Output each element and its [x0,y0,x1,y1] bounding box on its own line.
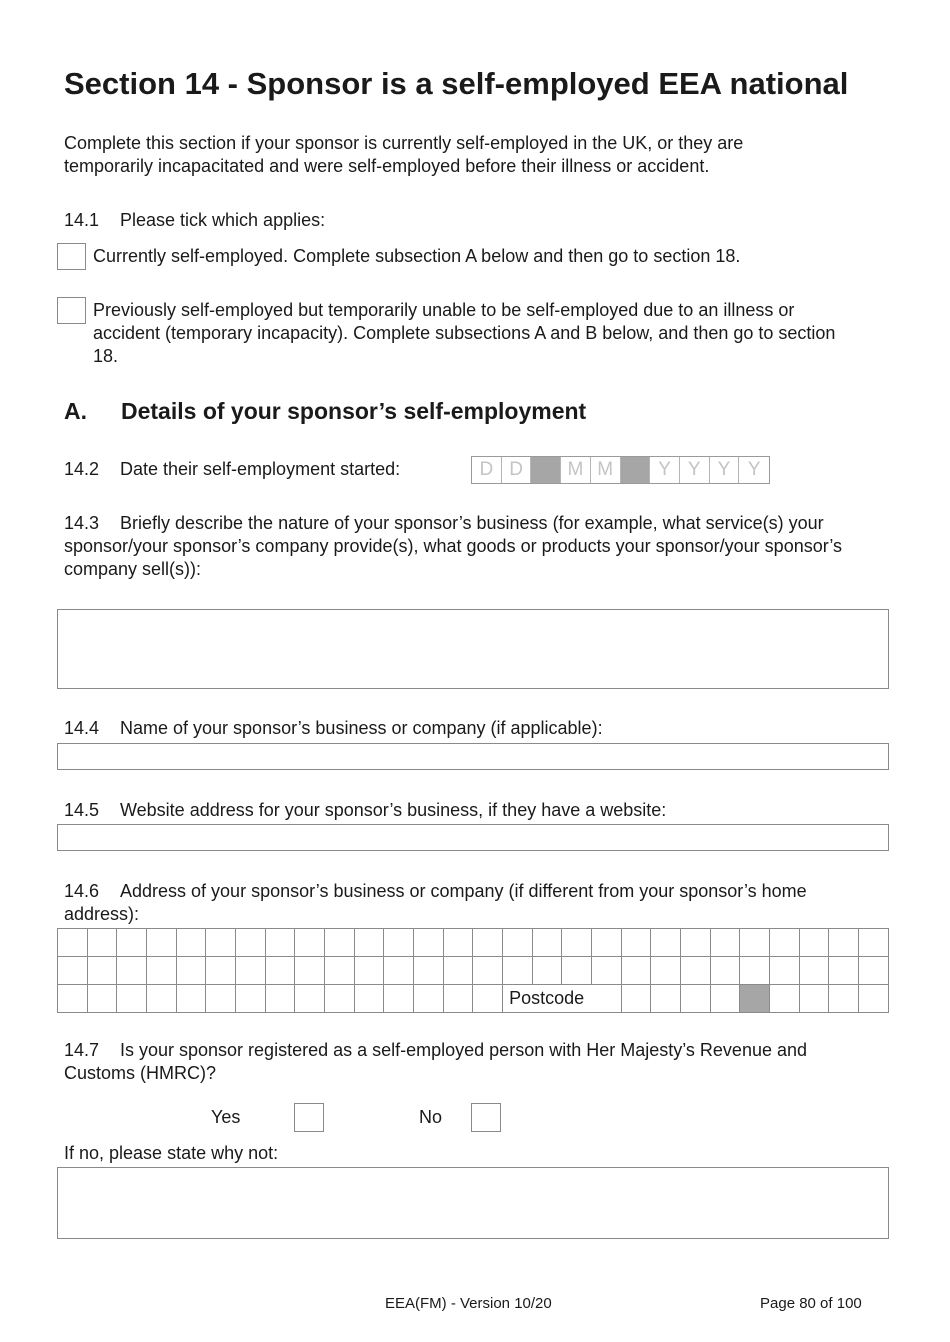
date-day-digit-1[interactable]: D [472,457,502,483]
q14-4-label [64,717,603,740]
postcode-cell[interactable] [859,985,889,1013]
q14-1-number: 14.1 [64,210,100,230]
q14-4-number: 14.4 [64,718,100,738]
postcode-cell[interactable] [799,985,829,1013]
q14-7-number: 14.7 [64,1040,100,1060]
q14-2-number: 14.2 [64,459,100,479]
previously-self-employed-checkbox[interactable] [57,297,86,324]
q14-3-number: 14.3 [64,513,100,533]
date-month-digit-2[interactable]: M [591,457,621,483]
date-month-digit-1[interactable]: M [561,457,591,483]
q14-2-text: Date their self-employment started: [120,459,401,479]
q14-1-label [64,209,325,232]
q14-7-text: Is your sponsor registered as a self-employed person with Her Majesty’s Revenue and Customs (HMRC)? [64,1040,808,1083]
postcode-separator [740,985,770,1013]
q14-6-number: 14.6 [64,881,100,901]
no-label: No [419,1107,443,1127]
yes-checkbox[interactable] [294,1103,324,1132]
subsection-a-title: Details of your sponsor’s self-employment [121,398,587,424]
q14-5-number: 14.5 [64,800,100,820]
date-year-digit-1[interactable]: Y [650,457,680,483]
page-title: Section 14 - Sponsor is a self-employed EEA national [64,66,849,101]
q14-5-text: Website address for your sponsor’s business, if they have a website: [120,800,667,820]
currently-self-employed-checkbox[interactable] [57,243,86,270]
q14-3-label [64,512,864,581]
postcode-cell[interactable] [681,985,711,1013]
postcode-cell[interactable] [621,985,651,1013]
q14-6-text: Address of your sponsor’s business or company (if different from your sponsor’s home address): [64,881,807,924]
if-no-label: If no, please state why not: [64,1143,279,1163]
currently-self-employed-label: Currently self-employed. Complete subsection A below and then go to section 18. [93,246,741,266]
q14-7-label [64,1039,864,1085]
date-year-digit-3[interactable]: Y [710,457,740,483]
business-description-textarea[interactable] [57,609,889,689]
date-day-digit-2[interactable]: D [502,457,532,483]
q14-4-text: Name of your sponsor’s business or company (if applicable): [120,718,603,738]
date-year-digit-2[interactable]: Y [680,457,710,483]
subsection-a-heading [64,398,586,425]
date-separator [531,457,561,483]
date-separator [621,457,651,483]
business-name-input[interactable] [57,743,889,770]
reason-textarea[interactable] [57,1167,889,1239]
q14-5-label [64,799,666,822]
address-line-3[interactable] [58,985,889,1013]
address-grid[interactable] [57,928,889,1013]
subsection-a-letter: A. [64,398,87,424]
no-checkbox[interactable] [471,1103,501,1132]
start-date-field[interactable] [471,456,770,484]
q14-3-text: Briefly describe the nature of your sponsor’s business (for example, what service(s) your sponsor/your sponsor’s company provide(s), what goods or products your sponsor/your sponsor’s company sell(s)): [64,513,843,579]
address-line-1[interactable] [58,929,889,957]
q14-1-text: Please tick which applies: [120,210,326,230]
previously-self-employed-label: Previously self-employed but temporarily unable to be self-employed due to an illness or accident (temporary incapacity). Complete subsections A and B below, and then go to section 18. [93,300,836,366]
q14-2-label [64,458,400,481]
postcode-cell[interactable] [651,985,681,1013]
postcode-cell[interactable] [710,985,740,1013]
postcode-label: Postcode [503,985,622,1013]
postcode-cell[interactable] [770,985,800,1013]
postcode-cell[interactable] [829,985,859,1013]
q14-6-label [64,880,864,926]
address-line-2[interactable] [58,957,889,985]
footer-version: EEA(FM) - Version 10/20 [385,1295,552,1312]
website-input[interactable] [57,824,889,851]
yes-label: Yes [211,1107,241,1127]
section-intro: Complete this section if your sponsor is currently self-employed in the UK, or they are temporarily incapacitated and were self-employed before their illness or accident. [64,133,744,176]
date-year-digit-4[interactable]: Y [747,459,761,480]
footer-page-number: Page 80 of 100 [760,1295,862,1312]
